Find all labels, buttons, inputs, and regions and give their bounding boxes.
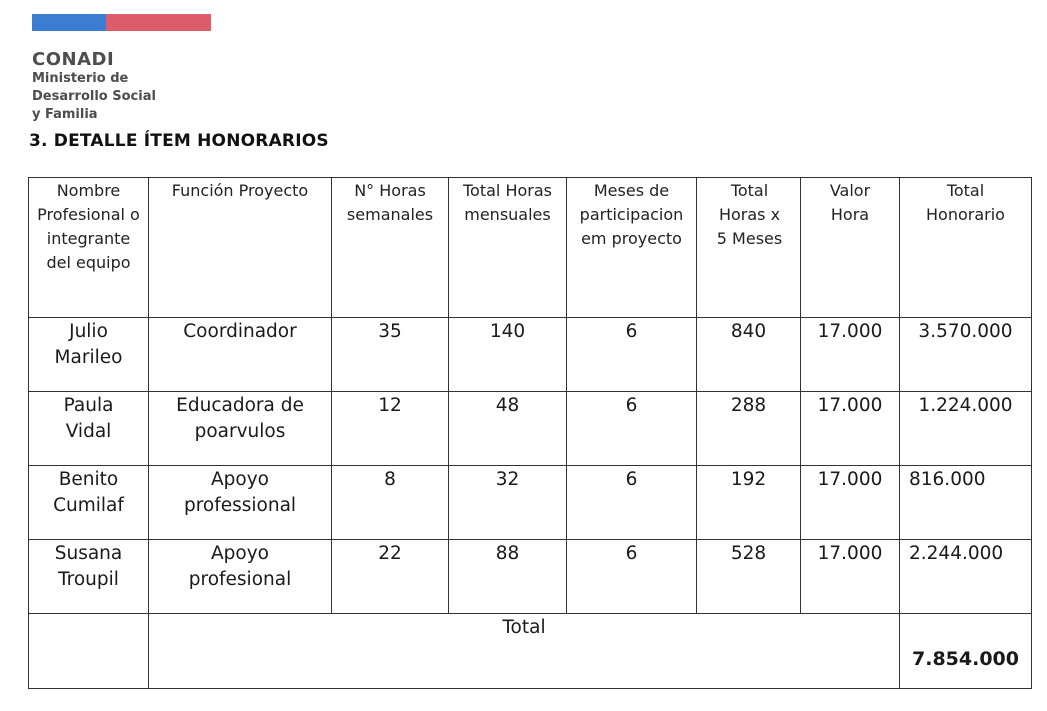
cell-horas-semanales: 8	[332, 466, 449, 540]
cell-horas-semanales: 22	[332, 540, 449, 614]
total-value-cell	[900, 614, 1032, 689]
total-row	[29, 614, 1032, 689]
total-label-cell	[149, 614, 900, 689]
table-row	[29, 392, 1032, 466]
section-title: 3. DETALLE ÍTEM HONORARIOS	[29, 131, 329, 151]
org-logo-text	[32, 50, 156, 124]
column-header: Total Honorario	[900, 178, 1032, 318]
cell-nombre: Susana Troupil	[29, 540, 149, 614]
flag-blue-segment	[32, 14, 106, 31]
column-header: N° Horas semanales	[332, 178, 449, 318]
cell-nombre: Paula Vidal	[29, 392, 149, 466]
ministry-line: Desarrollo Social	[32, 89, 156, 104]
flag-red-segment	[106, 14, 211, 31]
table-row	[29, 466, 1032, 540]
cell-total-honorario: 1.224.000	[900, 392, 1032, 466]
cell-valor-hora: 17.000	[801, 318, 900, 392]
cell-total-honorario: 3.570.000	[900, 318, 1032, 392]
column-header: Total Horas mensuales	[449, 178, 567, 318]
cell-horas-5-meses: 288	[697, 392, 801, 466]
column-header: Meses de participacion em proyecto	[567, 178, 697, 318]
cell-horas-5-meses: 840	[697, 318, 801, 392]
gov-flag-stripe	[32, 14, 211, 31]
cell-horas-mensuales: 140	[449, 318, 567, 392]
cell-funcion: Educadora de poarvulos	[149, 392, 332, 466]
cell-funcion: Apoyo profesional	[149, 540, 332, 614]
cell-funcion: Coordinador	[149, 318, 332, 392]
ministry-line: y Familia	[32, 107, 98, 122]
ministry-line: Ministerio de	[32, 71, 129, 86]
total-value: 7.854.000	[912, 648, 1019, 670]
column-header: Total Horas x 5 Meses	[697, 178, 801, 318]
cell-meses: 6	[567, 540, 697, 614]
cell-horas-5-meses: 528	[697, 540, 801, 614]
cell-horas-mensuales: 48	[449, 392, 567, 466]
table-row	[29, 540, 1032, 614]
column-header: Nombre Profesional o integrante del equipo	[29, 178, 149, 318]
cell-horas-5-meses: 192	[697, 466, 801, 540]
cell-meses: 6	[567, 318, 697, 392]
cell-nombre: Benito Cumilaf	[29, 466, 149, 540]
cell-horas-mensuales: 32	[449, 466, 567, 540]
table-row	[29, 318, 1032, 392]
honorarios-table	[28, 177, 1032, 689]
table-header-row	[29, 178, 1032, 318]
column-header: Valor Hora	[801, 178, 900, 318]
cell-meses: 6	[567, 392, 697, 466]
cell-horas-semanales: 12	[332, 392, 449, 466]
cell-valor-hora: 17.000	[801, 466, 900, 540]
cell-funcion: Apoyo professional	[149, 466, 332, 540]
cell-horas-semanales: 35	[332, 318, 449, 392]
cell-total-honorario: 2.244.000	[900, 540, 1032, 614]
cell-horas-mensuales: 88	[449, 540, 567, 614]
org-name: CONADI	[32, 49, 115, 70]
cell-total-honorario: 816.000	[900, 466, 1032, 540]
total-empty-cell	[29, 614, 149, 689]
total-label: Total	[502, 617, 546, 638]
cell-valor-hora: 17.000	[801, 540, 900, 614]
cell-nombre: Julio Marileo	[29, 318, 149, 392]
cell-meses: 6	[567, 466, 697, 540]
column-header: Función Proyecto	[149, 178, 332, 318]
cell-valor-hora: 17.000	[801, 392, 900, 466]
